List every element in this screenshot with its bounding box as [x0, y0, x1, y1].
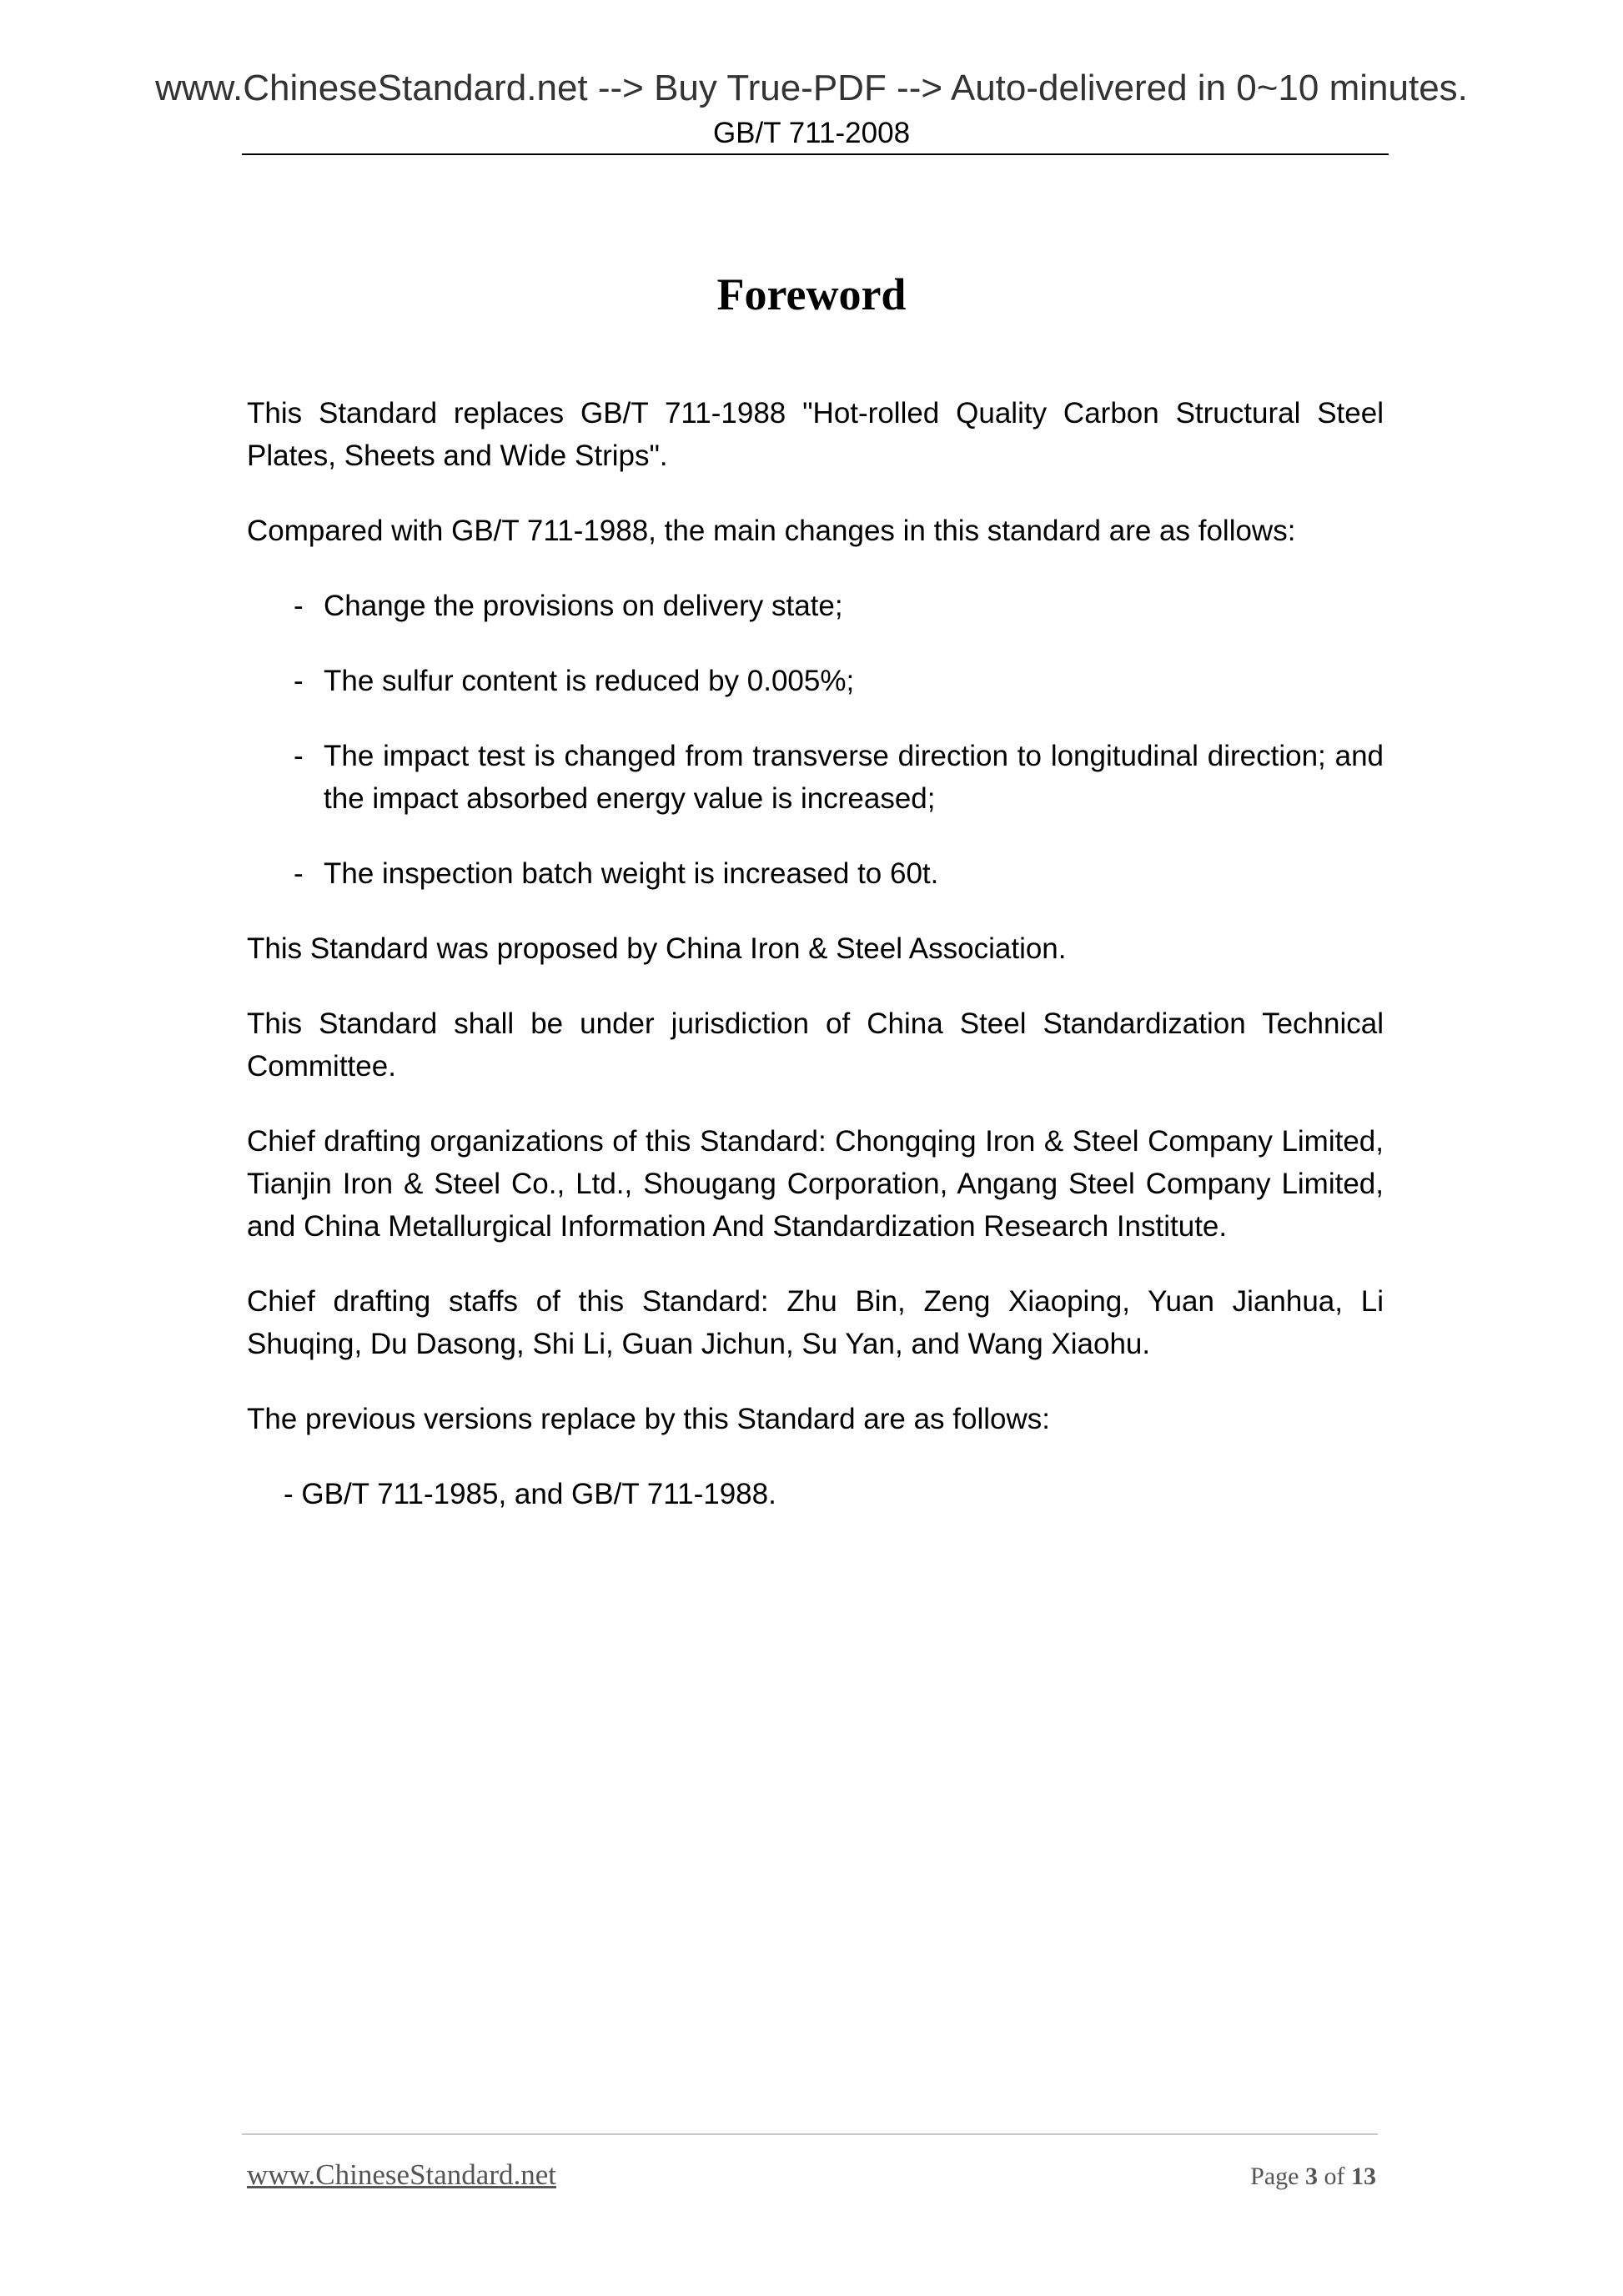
list-item: [247, 852, 1384, 895]
paragraph-proposed-by: This Standard was proposed by China Iron & Steel Association.: [247, 932, 1067, 965]
list-item-text: The impact test is changed from transverse direction to longitudinal direction; and the impact absorbed energy value is increased;: [324, 740, 1384, 815]
page-number: [1250, 2160, 1376, 2193]
list-item: [247, 585, 1384, 627]
list-dash: -: [294, 857, 304, 890]
paragraph-replaces: This Standard replaces GB/T 711-1988 "Hot-rolled Quality Carbon Structural Steel Plates, Sheets and Wide Strips".: [247, 397, 1384, 472]
document-id: GB/T 711-2008: [712, 117, 911, 149]
list-item: [247, 660, 1384, 702]
paragraph-drafting-organizations: Chief drafting organizations of this Standard: Chongqing Iron & Steel Company Limited, Tianjin Iron & Steel Co., Ltd., Shougang Corporation, Angang Steel Company Limited, and China Metallurgical Information And Standardization Research Institute.: [247, 1125, 1384, 1243]
footer-website-link[interactable]: www.ChineseStandard.net: [247, 2158, 556, 2191]
list-dash: -: [294, 740, 304, 772]
footer-divider: [242, 2133, 1378, 2135]
page-title: Foreword: [716, 269, 907, 319]
list-item-text: The inspection batch weight is increased to 60t.: [324, 857, 939, 890]
page-current: 3: [1305, 2163, 1318, 2190]
foreword-body: [247, 392, 1384, 1548]
paragraph-previous-versions-intro: The previous versions replace by this Standard are as follows:: [247, 1403, 1050, 1435]
list-dash: -: [294, 665, 304, 697]
page-of: of: [1324, 2163, 1345, 2190]
list-item: [247, 735, 1384, 820]
page-total: 13: [1351, 2163, 1376, 2190]
previous-versions-item: - GB/T 711-1985, and GB/T 711-1988.: [284, 1478, 776, 1510]
top-banner-link[interactable]: www.ChineseStandard.net --> Buy True-PDF --> Auto-delivered in 0~10 minutes.: [155, 68, 1468, 108]
paragraph-drafting-staffs: Chief drafting staffs of this Standard: Zhu Bin, Zeng Xiaoping, Yuan Jianhua, Li Shuqing, Du Dasong, Shi Li, Guan Jichun, Su Yan, and Wang Xiaohu.: [247, 1285, 1384, 1360]
page-label: Page: [1250, 2163, 1299, 2190]
paragraph-changes-intro: Compared with GB/T 711-1988, the main changes in this standard are as follows:: [247, 515, 1296, 547]
list-item-text: The sulfur content is reduced by 0.005%;: [324, 665, 855, 697]
header-divider: [242, 153, 1389, 155]
paragraph-jurisdiction: This Standard shall be under jurisdiction of China Steel Standardization Technical Committee.: [247, 1007, 1384, 1083]
list-item-text: Change the provisions on delivery state;: [324, 590, 843, 622]
list-dash: -: [294, 590, 304, 622]
